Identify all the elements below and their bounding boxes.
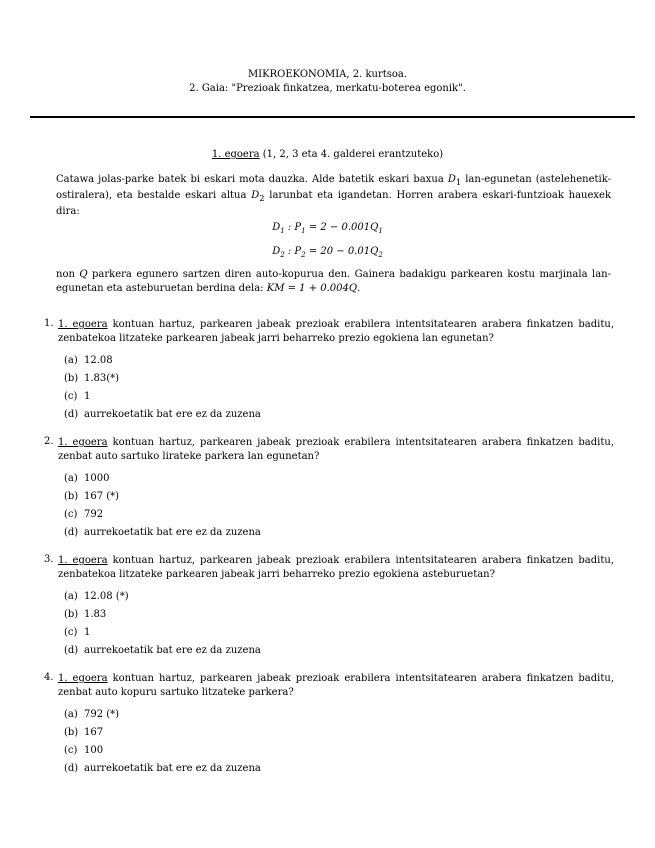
question-text: 1. egoera kontuan hartuz, parkearen jabeak prezioak erabilera intentsitatearen arabera finkatzen baditu, zenbat auto kopuru sartuko litzateke parkera? [58, 673, 614, 698]
topic-title: 2. Gaia: "Prezioak finkatzea, merkatu-boterea egonik". [189, 83, 466, 94]
question-3 [44, 554, 614, 663]
option-d: (d) aurrekoetatik bat ere ez da zuzena [64, 645, 261, 656]
option-b: (b) 167 [64, 727, 104, 738]
option-d: (d) aurrekoetatik bat ere ez da zuzena [64, 409, 261, 420]
answer-options [64, 591, 614, 663]
question-1 [44, 318, 614, 427]
question-number: 3. [44, 554, 54, 565]
situation-cost-text: non Q parkera egunero sartzen diren auto-kopurua den. Gainera badakigu parkearen kostu marjinala lan-egunetan eta asteburuetan berdina dela: KM = 1 + 0.004Q. [56, 269, 611, 294]
situation-subtitle: (1, 2, 3 eta 4. galderei erantzuteko) [259, 149, 444, 160]
question-text: 1. egoera kontuan hartuz, parkearen jabeak prezioak erabilera intentsitatearen arabera finkatzen baditu, zenbatekoa litzateke parkearen jabeak jarri beharreko prezio egokiena lan egunetan? [58, 319, 614, 344]
demand-equation-2: $D_2$ : $P_2 = 20 - 0.01Q_2$ [272, 246, 383, 259]
question-number: 4. [44, 672, 54, 683]
demand-equation-1: $D_1$ : $P_1 = 2 - 0.001Q_1$ [272, 222, 383, 235]
course-title: MIKROEKONOMIA, 2. kurtsoa. [247, 69, 408, 80]
option-b: (b) 1.83 [64, 609, 107, 620]
question-4 [44, 672, 614, 781]
option-d: (d) aurrekoetatik bat ere ez da zuzena [64, 527, 261, 538]
option-c: (c) 792 [64, 509, 104, 520]
option-c: (c) 1 [64, 627, 91, 638]
option-b: (b) 167 (*) [64, 491, 120, 502]
question-text: 1. egoera kontuan hartuz, parkearen jabeak prezioak erabilera intentsitatearen arabera finkatzen baditu, zenbatekoa litzateke parkearen jabeak jarri beharreko prezio egokiena asteburuetan? [58, 555, 614, 580]
header-divider [30, 116, 635, 118]
option-b: (b) 1.83(*) [64, 373, 120, 384]
answer-options [64, 473, 614, 545]
option-d: (d) aurrekoetatik bat ere ez da zuzena [64, 763, 261, 774]
question-number: 2. [44, 436, 54, 447]
question-text: 1. egoera kontuan hartuz, parkearen jabeak prezioak erabilera intentsitatearen arabera finkatzen baditu, zenbat auto sartuko lirateke parkera lan egunetan? [58, 437, 614, 462]
option-a: (a) 792 (*) [64, 709, 120, 720]
answer-options [64, 355, 614, 427]
option-c: (c) 100 [64, 745, 104, 756]
answer-options [64, 709, 614, 781]
option-c: (c) 1 [64, 391, 91, 402]
option-a: (a) 12.08 [64, 355, 113, 366]
document-header [0, 69, 655, 97]
option-a: (a) 12.08 (*) [64, 591, 129, 602]
question-number: 1. [44, 318, 54, 329]
situation-intro: Catawa jolas-parke batek bi eskari mota dauzka. Alde batetik eskari baxua $D_1$ lan-egunetan (astelehenetik-ostiralera), eta bestalde eskari altua $D_2$ larunbat eta igandetan. Horren arabera eskari-funtzioak hauexek dira: [56, 174, 612, 217]
situation-link: 1. egoera [211, 149, 260, 160]
option-a: (a) 1000 [64, 473, 110, 484]
situation-title [0, 149, 655, 162]
question-2 [44, 436, 614, 545]
